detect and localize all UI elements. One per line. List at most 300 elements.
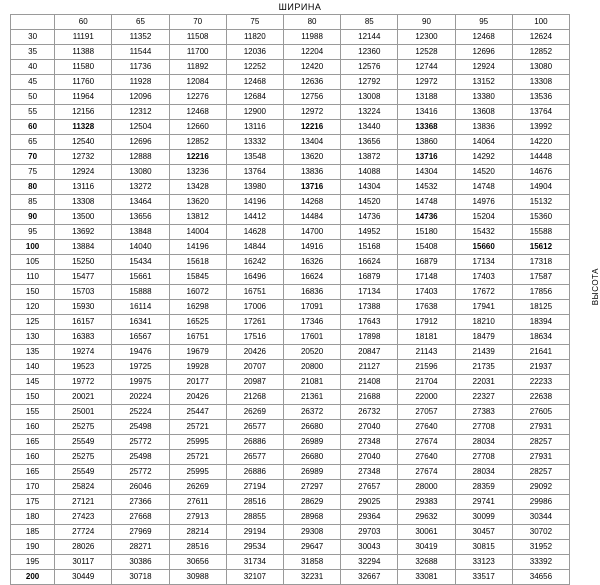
table-cell: 25995 xyxy=(169,435,226,450)
table-cell: 27297 xyxy=(283,480,340,495)
table-cell: 13536 xyxy=(512,90,569,105)
table-cell: 14040 xyxy=(112,240,169,255)
table-row xyxy=(11,195,570,210)
table-cell: 29308 xyxy=(283,525,340,540)
table-cell: 17643 xyxy=(341,315,398,330)
table-row xyxy=(11,45,570,60)
table-cell: 20520 xyxy=(283,345,340,360)
table-cell: 28257 xyxy=(512,435,569,450)
table-cell: 13716 xyxy=(283,180,340,195)
table-cell: 14064 xyxy=(455,135,512,150)
table-row xyxy=(11,360,570,375)
table-cell: 16157 xyxy=(55,315,112,330)
table-row xyxy=(11,300,570,315)
table-row xyxy=(11,465,570,480)
table-cell: 14292 xyxy=(455,150,512,165)
table-cell: 33392 xyxy=(512,555,569,570)
table-cell: 13692 xyxy=(55,225,112,240)
row-header-35: 35 xyxy=(11,45,55,60)
table-cell: 21439 xyxy=(455,345,512,360)
table-cell: 28629 xyxy=(283,495,340,510)
table-row xyxy=(11,390,570,405)
table-cell: 17403 xyxy=(455,270,512,285)
table-cell: 12036 xyxy=(226,45,283,60)
table-cell: 14532 xyxy=(398,180,455,195)
table-cell: 13116 xyxy=(55,180,112,195)
table-cell: 15432 xyxy=(455,225,512,240)
table-cell: 14520 xyxy=(341,195,398,210)
table-cell: 26046 xyxy=(112,480,169,495)
table-cell: 16072 xyxy=(169,285,226,300)
table-cell: 16326 xyxy=(283,255,340,270)
table-row xyxy=(11,75,570,90)
table-cell: 28034 xyxy=(455,465,512,480)
table-cell: 17261 xyxy=(226,315,283,330)
table-cell: 17148 xyxy=(398,270,455,285)
table-cell: 26269 xyxy=(169,480,226,495)
table-cell: 27057 xyxy=(398,405,455,420)
table-cell: 25224 xyxy=(112,405,169,420)
table-cell: 13656 xyxy=(112,210,169,225)
table-cell: 13332 xyxy=(226,135,283,150)
table-cell: 32294 xyxy=(341,555,398,570)
table-cell: 14304 xyxy=(341,180,398,195)
table-cell: 11328 xyxy=(55,120,112,135)
table-cell: 13764 xyxy=(226,165,283,180)
table-cell: 14448 xyxy=(512,150,569,165)
table-cell: 17941 xyxy=(455,300,512,315)
table-cell: 13836 xyxy=(283,165,340,180)
table-cell: 11544 xyxy=(112,45,169,60)
table-cell: 19274 xyxy=(55,345,112,360)
table-cell: 13716 xyxy=(398,150,455,165)
table-cell: 25275 xyxy=(55,450,112,465)
table-cell: 20021 xyxy=(55,390,112,405)
table-cell: 13500 xyxy=(55,210,112,225)
table-cell: 30457 xyxy=(455,525,512,540)
table-cell: 12276 xyxy=(169,90,226,105)
row-header-55: 55 xyxy=(11,105,55,120)
table-cell: 14976 xyxy=(455,195,512,210)
table-row xyxy=(11,345,570,360)
table-cell: 15477 xyxy=(55,270,112,285)
table-cell: 21641 xyxy=(512,345,569,360)
table-cell: 12660 xyxy=(169,120,226,135)
table-cell: 27913 xyxy=(169,510,226,525)
table-cell: 30815 xyxy=(455,540,512,555)
table-cell: 15360 xyxy=(512,210,569,225)
table-cell: 29364 xyxy=(341,510,398,525)
table-cell: 28968 xyxy=(283,510,340,525)
table-cell: 21143 xyxy=(398,345,455,360)
table-cell: 30344 xyxy=(512,510,569,525)
table-cell: 27708 xyxy=(455,420,512,435)
table-cell: 29647 xyxy=(283,540,340,555)
table-cell: 16341 xyxy=(112,315,169,330)
table-cell: 25772 xyxy=(112,435,169,450)
table-cell: 11352 xyxy=(112,30,169,45)
table-cell: 31858 xyxy=(283,555,340,570)
table-cell: 15660 xyxy=(455,240,512,255)
table-cell: 19476 xyxy=(112,345,169,360)
table-cell: 25498 xyxy=(112,420,169,435)
table-row xyxy=(11,60,570,75)
table-cell: 25549 xyxy=(55,435,112,450)
table-cell: 12156 xyxy=(55,105,112,120)
table-cell: 12420 xyxy=(283,60,340,75)
table-cell: 14304 xyxy=(398,165,455,180)
table-cell: 12144 xyxy=(341,30,398,45)
table-row xyxy=(11,210,570,225)
table-cell: 21081 xyxy=(283,375,340,390)
table-cell: 16496 xyxy=(226,270,283,285)
table-row xyxy=(11,285,570,300)
table-cell: 13224 xyxy=(341,105,398,120)
table-cell: 30988 xyxy=(169,570,226,585)
table-cell: 16242 xyxy=(226,255,283,270)
table-cell: 27931 xyxy=(512,450,569,465)
table-row xyxy=(11,330,570,345)
row-header-170: 170 xyxy=(11,480,55,495)
table-cell: 17091 xyxy=(283,300,340,315)
table-cell: 11892 xyxy=(169,60,226,75)
table-cell: 19523 xyxy=(55,360,112,375)
table-cell: 20426 xyxy=(169,390,226,405)
table-cell: 12792 xyxy=(341,75,398,90)
table-cell: 19725 xyxy=(112,360,169,375)
table-cell: 13464 xyxy=(112,195,169,210)
table-cell: 12852 xyxy=(512,45,569,60)
table-cell: 11508 xyxy=(169,30,226,45)
row-header-110: 110 xyxy=(11,270,55,285)
table-row xyxy=(11,165,570,180)
table-row xyxy=(11,120,570,135)
row-header-190: 190 xyxy=(11,540,55,555)
row-header-150: 150 xyxy=(11,390,55,405)
row-header-100: 100 xyxy=(11,240,55,255)
table-cell: 20707 xyxy=(226,360,283,375)
table-cell: 15132 xyxy=(512,195,569,210)
table-cell: 30386 xyxy=(112,555,169,570)
row-header-145: 145 xyxy=(11,375,55,390)
table-cell: 12468 xyxy=(455,30,512,45)
table-cell: 12732 xyxy=(55,150,112,165)
row-header-30: 30 xyxy=(11,30,55,45)
table-container xyxy=(10,14,570,585)
row-header-85: 85 xyxy=(11,195,55,210)
table-cell: 14736 xyxy=(398,210,455,225)
table-cell: 15180 xyxy=(398,225,455,240)
table-cell: 14196 xyxy=(169,240,226,255)
table-cell: 13008 xyxy=(341,90,398,105)
table-cell: 21704 xyxy=(398,375,455,390)
table-cell: 19772 xyxy=(55,375,112,390)
table-cell: 15618 xyxy=(169,255,226,270)
table-cell: 27605 xyxy=(512,405,569,420)
row-header-150: 150 xyxy=(11,285,55,300)
table-cell: 19679 xyxy=(169,345,226,360)
top-axis-title: ШИРИНА xyxy=(278,2,322,12)
table-cell: 29741 xyxy=(455,495,512,510)
table-cell: 28359 xyxy=(455,480,512,495)
table-row xyxy=(11,420,570,435)
table-cell: 29092 xyxy=(512,480,569,495)
table-cell: 16879 xyxy=(398,255,455,270)
table-row xyxy=(11,510,570,525)
table-cell: 28271 xyxy=(112,540,169,555)
table-cell: 13980 xyxy=(226,180,283,195)
table-cell: 15434 xyxy=(112,255,169,270)
row-header-135: 135 xyxy=(11,345,55,360)
table-cell: 22233 xyxy=(512,375,569,390)
table-cell: 29194 xyxy=(226,525,283,540)
table-cell: 12300 xyxy=(398,30,455,45)
table-cell: 25721 xyxy=(169,450,226,465)
table-cell: 20847 xyxy=(341,345,398,360)
table-cell: 17672 xyxy=(455,285,512,300)
table-cell: 15408 xyxy=(398,240,455,255)
table-cell: 17134 xyxy=(341,285,398,300)
table-cell: 21408 xyxy=(341,375,398,390)
price-table xyxy=(10,14,570,585)
table-cell: 15661 xyxy=(112,270,169,285)
table-cell: 13272 xyxy=(112,180,169,195)
table-cell: 15612 xyxy=(512,240,569,255)
table-cell: 12900 xyxy=(226,105,283,120)
row-header-200: 200 xyxy=(11,570,55,585)
table-cell: 28516 xyxy=(169,540,226,555)
table-cell: 27674 xyxy=(398,465,455,480)
table-cell: 13236 xyxy=(169,165,226,180)
table-cell: 12972 xyxy=(398,75,455,90)
row-header-80: 80 xyxy=(11,180,55,195)
table-corner-cell xyxy=(11,15,55,30)
table-cell: 16114 xyxy=(112,300,169,315)
table-cell: 15168 xyxy=(341,240,398,255)
table-cell: 17318 xyxy=(512,255,569,270)
table-row xyxy=(11,90,570,105)
table-cell: 20426 xyxy=(226,345,283,360)
table-cell: 25001 xyxy=(55,405,112,420)
table-cell: 29534 xyxy=(226,540,283,555)
table-cell: 11760 xyxy=(55,75,112,90)
table-cell: 17856 xyxy=(512,285,569,300)
table-cell: 13308 xyxy=(55,195,112,210)
table-cell: 29703 xyxy=(341,525,398,540)
table-cell: 14748 xyxy=(398,195,455,210)
table-cell: 33123 xyxy=(455,555,512,570)
table-cell: 16624 xyxy=(341,255,398,270)
table-cell: 32231 xyxy=(283,570,340,585)
table-cell: 13428 xyxy=(169,180,226,195)
table-cell: 26989 xyxy=(283,435,340,450)
table-cell: 12540 xyxy=(55,135,112,150)
table-cell: 19928 xyxy=(169,360,226,375)
table-cell: 21688 xyxy=(341,390,398,405)
table-cell: 12888 xyxy=(112,150,169,165)
table-cell: 26577 xyxy=(226,420,283,435)
table-cell: 13548 xyxy=(226,150,283,165)
table-cell: 31734 xyxy=(226,555,283,570)
table-cell: 14700 xyxy=(283,225,340,240)
row-header-125: 125 xyxy=(11,315,55,330)
row-header-130: 130 xyxy=(11,330,55,345)
table-row xyxy=(11,435,570,450)
table-row xyxy=(11,270,570,285)
table-cell: 27366 xyxy=(112,495,169,510)
table-cell: 12924 xyxy=(55,165,112,180)
table-cell: 12852 xyxy=(169,135,226,150)
column-header-95: 95 xyxy=(455,15,512,30)
table-cell: 20800 xyxy=(283,360,340,375)
table-cell: 18125 xyxy=(512,300,569,315)
table-cell: 15250 xyxy=(55,255,112,270)
table-cell: 17134 xyxy=(455,255,512,270)
table-cell: 13992 xyxy=(512,120,569,135)
row-header-195: 195 xyxy=(11,555,55,570)
table-cell: 15930 xyxy=(55,300,112,315)
table-cell: 22327 xyxy=(455,390,512,405)
table-cell: 30656 xyxy=(169,555,226,570)
table-cell: 29025 xyxy=(341,495,398,510)
table-cell: 12252 xyxy=(226,60,283,75)
row-header-40: 40 xyxy=(11,60,55,75)
row-header-75: 75 xyxy=(11,165,55,180)
table-cell: 17898 xyxy=(341,330,398,345)
column-header-80: 80 xyxy=(283,15,340,30)
table-cell: 11964 xyxy=(55,90,112,105)
table-cell: 27640 xyxy=(398,420,455,435)
table-cell: 27640 xyxy=(398,450,455,465)
table-cell: 21127 xyxy=(341,360,398,375)
table-cell: 16624 xyxy=(283,270,340,285)
table-cell: 27121 xyxy=(55,495,112,510)
table-cell: 12504 xyxy=(112,120,169,135)
table-cell: 17346 xyxy=(283,315,340,330)
table-cell: 16298 xyxy=(169,300,226,315)
table-cell: 31952 xyxy=(512,540,569,555)
table-cell: 12216 xyxy=(169,150,226,165)
table-cell: 14220 xyxy=(512,135,569,150)
table-cell: 12084 xyxy=(169,75,226,90)
table-cell: 20177 xyxy=(169,375,226,390)
row-header-45: 45 xyxy=(11,75,55,90)
table-cell: 27668 xyxy=(112,510,169,525)
table-cell: 27969 xyxy=(112,525,169,540)
table-cell: 28000 xyxy=(398,480,455,495)
table-cell: 33517 xyxy=(455,570,512,585)
table-cell: 12636 xyxy=(283,75,340,90)
table-cell: 14844 xyxy=(226,240,283,255)
row-header-140: 140 xyxy=(11,360,55,375)
table-row xyxy=(11,225,570,240)
table-cell: 12468 xyxy=(169,105,226,120)
table-cell: 13188 xyxy=(398,90,455,105)
table-cell: 17388 xyxy=(341,300,398,315)
table-cell: 32107 xyxy=(226,570,283,585)
table-cell: 32667 xyxy=(341,570,398,585)
table-cell: 26886 xyxy=(226,435,283,450)
table-cell: 12312 xyxy=(112,105,169,120)
table-cell: 27348 xyxy=(341,465,398,480)
table-cell: 11580 xyxy=(55,60,112,75)
table-cell: 27611 xyxy=(169,495,226,510)
table-cell: 25995 xyxy=(169,465,226,480)
table-cell: 11820 xyxy=(226,30,283,45)
table-row xyxy=(11,540,570,555)
table-cell: 20987 xyxy=(226,375,283,390)
table-cell: 12624 xyxy=(512,30,569,45)
table-cell: 12696 xyxy=(112,135,169,150)
table-row xyxy=(11,150,570,165)
table-cell: 28034 xyxy=(455,435,512,450)
table-row xyxy=(11,240,570,255)
table-cell: 33081 xyxy=(398,570,455,585)
table-cell: 30099 xyxy=(455,510,512,525)
table-cell: 14088 xyxy=(341,165,398,180)
table-cell: 27194 xyxy=(226,480,283,495)
table-cell: 27383 xyxy=(455,405,512,420)
table-cell: 14004 xyxy=(169,225,226,240)
table-cell: 26886 xyxy=(226,465,283,480)
table-cell: 13620 xyxy=(283,150,340,165)
table-cell: 28257 xyxy=(512,465,569,480)
table-cell: 15588 xyxy=(512,225,569,240)
table-cell: 13836 xyxy=(455,120,512,135)
table-cell: 21735 xyxy=(455,360,512,375)
table-cell: 14484 xyxy=(283,210,340,225)
table-cell: 13872 xyxy=(341,150,398,165)
table-cell: 30061 xyxy=(398,525,455,540)
row-header-105: 105 xyxy=(11,255,55,270)
table-cell: 18634 xyxy=(512,330,569,345)
row-header-65: 65 xyxy=(11,135,55,150)
table-cell: 30718 xyxy=(112,570,169,585)
table-cell: 27040 xyxy=(341,450,398,465)
table-row xyxy=(11,105,570,120)
table-cell: 14904 xyxy=(512,180,569,195)
table-cell: 28516 xyxy=(226,495,283,510)
row-header-160: 160 xyxy=(11,420,55,435)
row-header-160: 160 xyxy=(11,450,55,465)
table-cell: 13152 xyxy=(455,75,512,90)
table-cell: 12096 xyxy=(112,90,169,105)
table-cell: 16836 xyxy=(283,285,340,300)
table-cell: 12684 xyxy=(226,90,283,105)
side-axis-title: ВЫСОТА xyxy=(591,268,600,306)
table-cell: 21596 xyxy=(398,360,455,375)
table-cell: 30419 xyxy=(398,540,455,555)
table-cell: 13860 xyxy=(398,135,455,150)
table-cell: 17638 xyxy=(398,300,455,315)
table-cell: 16383 xyxy=(55,330,112,345)
table-cell: 25772 xyxy=(112,465,169,480)
table-cell: 28214 xyxy=(169,525,226,540)
table-cell: 26732 xyxy=(341,405,398,420)
table-cell: 25275 xyxy=(55,420,112,435)
table-row xyxy=(11,495,570,510)
table-cell: 22638 xyxy=(512,390,569,405)
column-header-70: 70 xyxy=(169,15,226,30)
table-cell: 26269 xyxy=(226,405,283,420)
table-cell: 11736 xyxy=(112,60,169,75)
table-row xyxy=(11,525,570,540)
table-cell: 18479 xyxy=(455,330,512,345)
table-cell: 27040 xyxy=(341,420,398,435)
table-cell: 15888 xyxy=(112,285,169,300)
table-cell: 12972 xyxy=(283,105,340,120)
table-cell: 13080 xyxy=(112,165,169,180)
